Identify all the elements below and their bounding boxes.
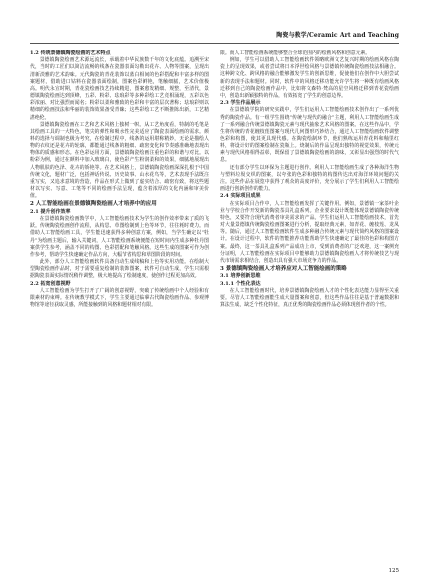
paragraph: 在人工智能绘画时代，培养景德镇陶瓷绘画人才的个性化表达能力显得至关重要。尽管人工智能绘画能生成大量图案和创意，但这些作品往往是基于普遍数据和算法生成，缺乏个性化特征，真正优秀的陶瓷绘画作品必须体现创作者的个性。	[220, 287, 399, 309]
paragraph: 在实际项目合作中，人工智能绘画发挥了关键作用。例如，景德镇一家茶叶企业与学校合作开发新的陶瓷茶具礼盒系列。企业要求设计既能体现景德镇陶瓷传统特色，又要符合现代消费者审美需求的产品。学生们运用人工智能绘画技术，首先对大量景德镇传统陶瓷绘画图案进行分析，提取经典元素，如青花、缠枝莲、龙凤等。随后，通过人工智能绘画软件生成多种融合传统元素与现代简约风格的图案设计。在设计过程中，软件的智能推荐功能帮助学生快速确定了最佳的色彩和构图方案。最终，这一茶具礼盒系列产品成功上市，受到消费者的广泛欢迎，这一案例充分证明，人工智能绘画在实际项目中能够助力景德镇陶瓷绘画人才将传统技艺与现代市场需求相结合，创造出具有强大市场竞争力的作品。	[220, 200, 399, 264]
paragraph: 在景德镇陶瓷绘画教学中，人工智能绘画技术为学生的创作效率带来了质的飞跃。传统陶瓷绘画创作流程，从构思、草图绘制到上色等环节，往往耗时费力。而借助人工智能绘画工具，学生能迅速获得多种创意方案，例如，当学生确定以“牡丹”为绘画主题后，输入关键词，人工智能绘画系统便能在短时间内生成多种牡丹图案供学生参考，涵盖不同的构图、色彩搭配和笔触风格。这些生成的图案可作为创作参考，帮助学生快速确定作品方向，大幅节省构思和草图阶段的时间。	[30, 216, 209, 258]
subsection-heading: 2.3 学生作品展示	[220, 100, 261, 107]
section-heading: 2 人工智能绘画在景德镇陶瓷绘画人才培养中的应用	[30, 201, 157, 208]
paragraph: 此外，部分人工智能绘画软件具备自动生成线稿和上色等实用功能。在绘制大型陶瓷绘画作品时，对于需要重复绘制的装饰图案，软件可自动生成，学生只需根据陶瓷表面实际情况稍作调整，极大地提高了绘制速度，使创作过程更加高效。	[30, 259, 209, 280]
section-heading: 3 景德镇陶瓷绘画人才培养应对人工智能绘画的策略	[220, 265, 347, 272]
page-number: 125	[388, 568, 399, 574]
journal-title: 陶瓷与教学/Ceramic Art and Teaching	[276, 32, 399, 39]
right-column	[220, 50, 399, 555]
paragraph: 景德镇陶瓷绘画艺术源远流长，承载着中华民族数千年的文化底蕴。追溯至宋代，当时的工匠们以简洁流畅的线条在瓷器表面勾勒出花卉、人物等图案，呈现出清新淡雅的艺术韵味。元代陶瓷的青花装饰以蓝白相间的色彩搭配和丰富多样的图案题材，借助进口钴料在瓷器表面绘制，图案色彩鲜艳，笔触细腻，艺术价值极高。明代永宣时期，青花瓷绘画技艺持续精进，图案愈发精细、规整，至清代，景德镇陶瓷绘画达到顶峰，五彩、粉彩、珐琅彩等多种彩绘工艺竞相涌现，五彩以色彩浓丽、对比强烈而闻名；粉彩以柔和雅致的色彩和丰富的层次著称；珐琅彩则以精细的绘画技法和华丽的装饰效果备受青睐；这些彩绘工艺不断推陈出新，工艺精湛绝伦。	[30, 57, 209, 121]
paragraph: 还有部分学生以环保为主题进行创作。利用人工智能绘画生成了各种海洋生物与塑料垃圾交织的图案，以夸张的色彩和独特的构图传达出对海洋环境问题的关注。这些作品在展览中获得了观众的高度评价，充分展示了学生们利用人工智能绘画进行创新创作的能力。	[220, 164, 399, 193]
subsection-heading: 2.2 拓宽创意视野	[30, 280, 71, 287]
paragraph: 景德镇陶瓷绘画在工艺和艺术风格上独树一帜。从工艺角度看，特制的毛笔是其绘画工具的一大特色，笔尖的弹性和吸水性完美适应了陶瓷表面绘画的需求。颜料的选择与调制也极为考究，在绘制过程中，线条的运用堪称精妙，无论是描绘人物的衣纹还是花卉的轮廓，都能通过线条的粗细、疏密变化和节奏感准确地表现出物体的质感和形态。在色彩运用方面，景德镇陶瓷绘画注重色彩的和谐与对比。以粉彩为例，通过在颜料中加入玻璃白，使色彩产生粉润柔和的效果，细腻地展现出人物肌肤的色泽、花卉的娇艳等。在艺术风格上，景德镇陶瓷绘画深深扎根于中国传统文化，题材广泛，包括神话传说、历史故事、山水花鸟等，艺术表现手法既注重写实，又追求意境的营造，作品在形式上做到了虚实结合、疏密有致，将这些题材以写实、写意、工笔等不同的绘画手法呈现，蕴含着浓厚的文化内涵和审美价值。	[30, 121, 209, 200]
subsection-heading: 2.1 提升创作效率	[30, 208, 71, 215]
paragraph: 例如，学生可以借助人工智能绘画软件领略欧洲文艺复兴时期的绘画风格在陶瓷上的呈现效果，或者尝试将日本浮世绘风格与景德镇传统陶瓷绘画技法相融合。这种跨文化、跨风格的融合能够激发学生的创新思维，促使他们在创作中大胆尝试新的表现手法和题材。同时，软件中的风格迁移功能允许学生将一种既有绘画风格迁移到自己的陶瓷绘画作品中，比如将文森特·梵高的星空风格迁移到青花瓷绘画中，创造出新颖独特的作品，有效拓宽了学生的创意边界。	[220, 57, 399, 99]
subsection-heading: 1.2 传统景德镇陶瓷绘画的艺术特点	[30, 50, 111, 56]
paragraph: 在景德镇学院的研究实践中，学生们运用人工智能绘画技术创作出了一系列优秀的陶瓷作品。有一组学生围绕“传统与现代的融合”主题，利用人工智能绘画生成了一系列融合传统景德镇陶瓷元素与现代抽象艺术风格的图案。在这些作品中，学生将传统的青花缠枝莲图案与现代几何图形巧妙结合，通过人工智能绘画软件调整色彩和构图，使其更具现代感。在陶瓷绘制环节，他们熟练运用青花料和釉里红料，将设计好的图案绘制在瓷瓶上。烧制后的作品呈现出独特的视觉效果，传统元素与现代风格相得益彰，既保留了景德镇陶瓷绘画的韵味，又彰显出强烈的时代气息。	[220, 107, 399, 164]
subsection-heading: 2.4 实际项目成果	[220, 193, 261, 200]
subsection-heading: 3.1 培养创新思维	[220, 273, 261, 280]
subsection-heading: 3.1.1 个性化表达	[220, 280, 261, 287]
paragraph: 限。而人工智能绘画系统能够整合全球范围内的绘画风格和创意元素。	[220, 50, 371, 56]
running-header	[30, 29, 399, 44]
paragraph: 人工智能绘画为学生打开了广阔的创意视野，突破了传统绘画中个人经验和有限素材的束缚。在传统教学模式下，学生主要通过临摹古代陶瓷绘画作品、参观博物馆等途径获取灵感，所能接触到的风格和题材相对有限。	[30, 287, 209, 309]
left-column	[30, 50, 209, 555]
